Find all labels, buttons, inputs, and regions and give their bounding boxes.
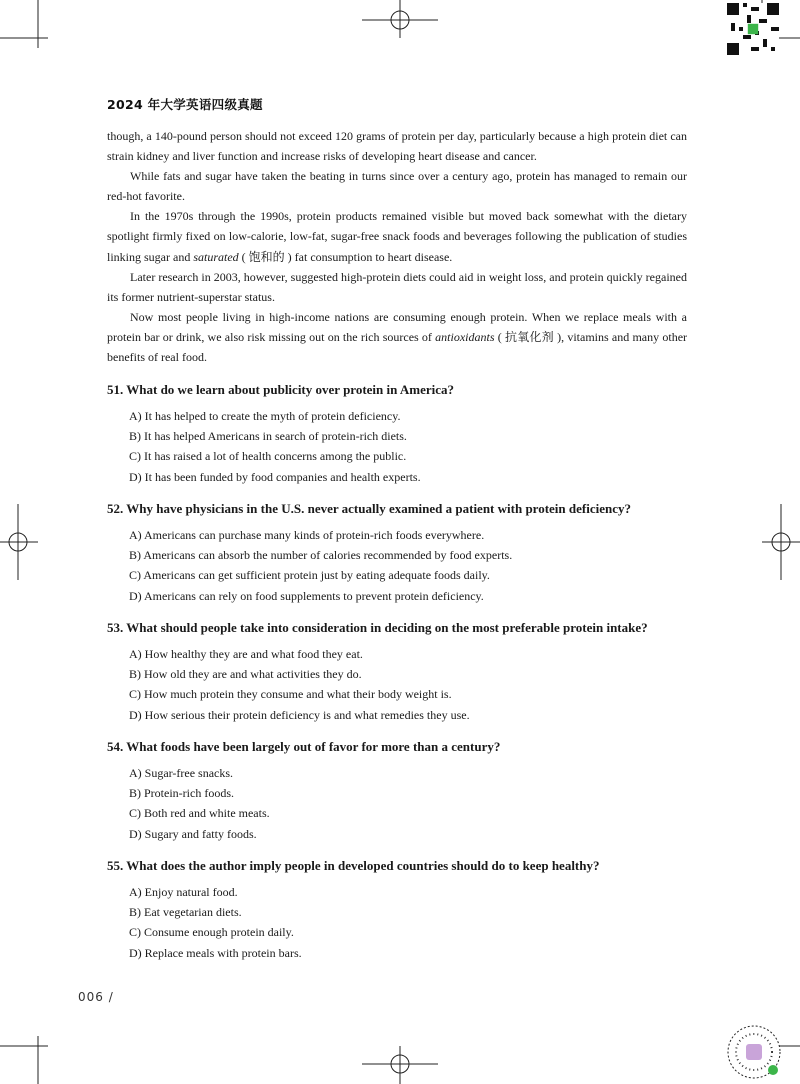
option-a: A) Sugar-free snacks. bbox=[129, 766, 234, 780]
passage-paragraph bbox=[107, 166, 687, 206]
passage-paragraph bbox=[107, 126, 687, 166]
registration-mark-right-icon bbox=[762, 504, 800, 580]
paragraph-text: ( 抗氧化剂 ), vitamins and many other benefits of real food. bbox=[107, 329, 688, 365]
qr-code-icon bbox=[727, 3, 779, 55]
option-d: D) Replace meals with protein bars. bbox=[129, 945, 302, 960]
option-d: D) It has been funded by food companies and health experts. bbox=[129, 469, 421, 484]
paragraph-text: ( 饱和的 ) fat consumption to heart disease. bbox=[238, 249, 453, 264]
page-title: 2024 年大学英语四级真题 bbox=[107, 97, 263, 112]
question-title: 55. What does the author imply people in developed countries should do to keep healthy? bbox=[107, 858, 600, 873]
option-d: D) Americans can rely on food supplements to prevent protein deficiency. bbox=[129, 588, 484, 603]
italic-term: antioxidants bbox=[435, 329, 495, 344]
option-c: C) Americans can get sufficient protein just by eating adequate foods daily. bbox=[129, 568, 490, 583]
paragraph-text: though, a 140-pound person should not exceed 120 grams of protein per day, particularly because a high protein diet can strain kidney and liver function and increase risks of developing heart disease and cancer. bbox=[107, 129, 687, 164]
option-a: A) How healthy they are and what food they eat. bbox=[129, 647, 363, 661]
option-c: C) It has raised a lot of health concerns among the public. bbox=[129, 449, 407, 464]
passage-paragraph bbox=[107, 267, 687, 307]
question-55 bbox=[107, 858, 707, 963]
mini-program-code-icon bbox=[726, 1024, 782, 1080]
option-b: B) Protein-rich foods. bbox=[129, 786, 234, 801]
paragraph-text: Now most people living in high-income nations are consuming enough protein. When we replace meals with a protein bar or drink, we also risk missing out on the rich sources of bbox=[107, 309, 687, 344]
option-a: A) It has helped to create the myth of protein deficiency. bbox=[129, 409, 401, 423]
question-54 bbox=[107, 739, 707, 844]
question-title: 54. What foods have been largely out of favor for more than a century? bbox=[107, 739, 501, 754]
question-title: 51. What do we learn about publicity over protein in America? bbox=[107, 382, 455, 397]
question-53 bbox=[107, 620, 707, 725]
option-b: B) It has helped Americans in search of protein-rich diets. bbox=[129, 429, 407, 444]
page-number: 006 / bbox=[78, 990, 114, 1004]
passage-paragraph bbox=[107, 307, 687, 367]
question-title: 53. What should people take into consideration in deciding on the most preferable protein intake? bbox=[107, 620, 648, 635]
registration-mark-top-icon bbox=[362, 0, 438, 38]
option-a: A) Americans can purchase many kinds of protein-rich foods everywhere. bbox=[129, 528, 485, 542]
paragraph-text: While fats and sugar have taken the beating in turns since over a century ago, protein has managed to remain our red-hot favorite. bbox=[107, 169, 687, 204]
registration-mark-bottom-icon bbox=[362, 1046, 438, 1084]
passage bbox=[107, 126, 687, 367]
paragraph-text: Later research in 2003, however, suggested high-protein diets could aid in weight loss, and protein quickly regained its former nutrient-superstar status. bbox=[107, 269, 687, 304]
paragraph-text: In the 1970s through the 1990s, protein products remained visible but moved back somewhat with the dietary spotlight firmly fixed on low-calorie, low-fat, sugar-free snack foods and beverages following the publication of studies linking sugar and bbox=[107, 209, 687, 264]
registration-mark-left-icon bbox=[0, 504, 38, 580]
option-b: B) How old they are and what activities they do. bbox=[129, 667, 362, 682]
option-b: B) Eat vegetarian diets. bbox=[129, 905, 242, 920]
italic-term: saturated bbox=[193, 249, 239, 264]
option-c: C) Consume enough protein daily. bbox=[129, 925, 294, 940]
option-c: C) Both red and white meats. bbox=[129, 806, 270, 821]
question-52 bbox=[107, 501, 707, 606]
option-c: C) How much protein they consume and what their body weight is. bbox=[129, 687, 452, 702]
question-51 bbox=[107, 382, 707, 487]
option-d: D) How serious their protein deficiency is and what remedies they use. bbox=[129, 707, 470, 722]
question-title: 52. Why have physicians in the U.S. never actually examined a patient with protein deficiency? bbox=[107, 501, 631, 516]
option-a: A) Enjoy natural food. bbox=[129, 885, 238, 899]
option-b: B) Americans can absorb the number of calories recommended by food experts. bbox=[129, 548, 513, 563]
passage-paragraph bbox=[107, 206, 687, 266]
option-d: D) Sugary and fatty foods. bbox=[129, 826, 257, 841]
